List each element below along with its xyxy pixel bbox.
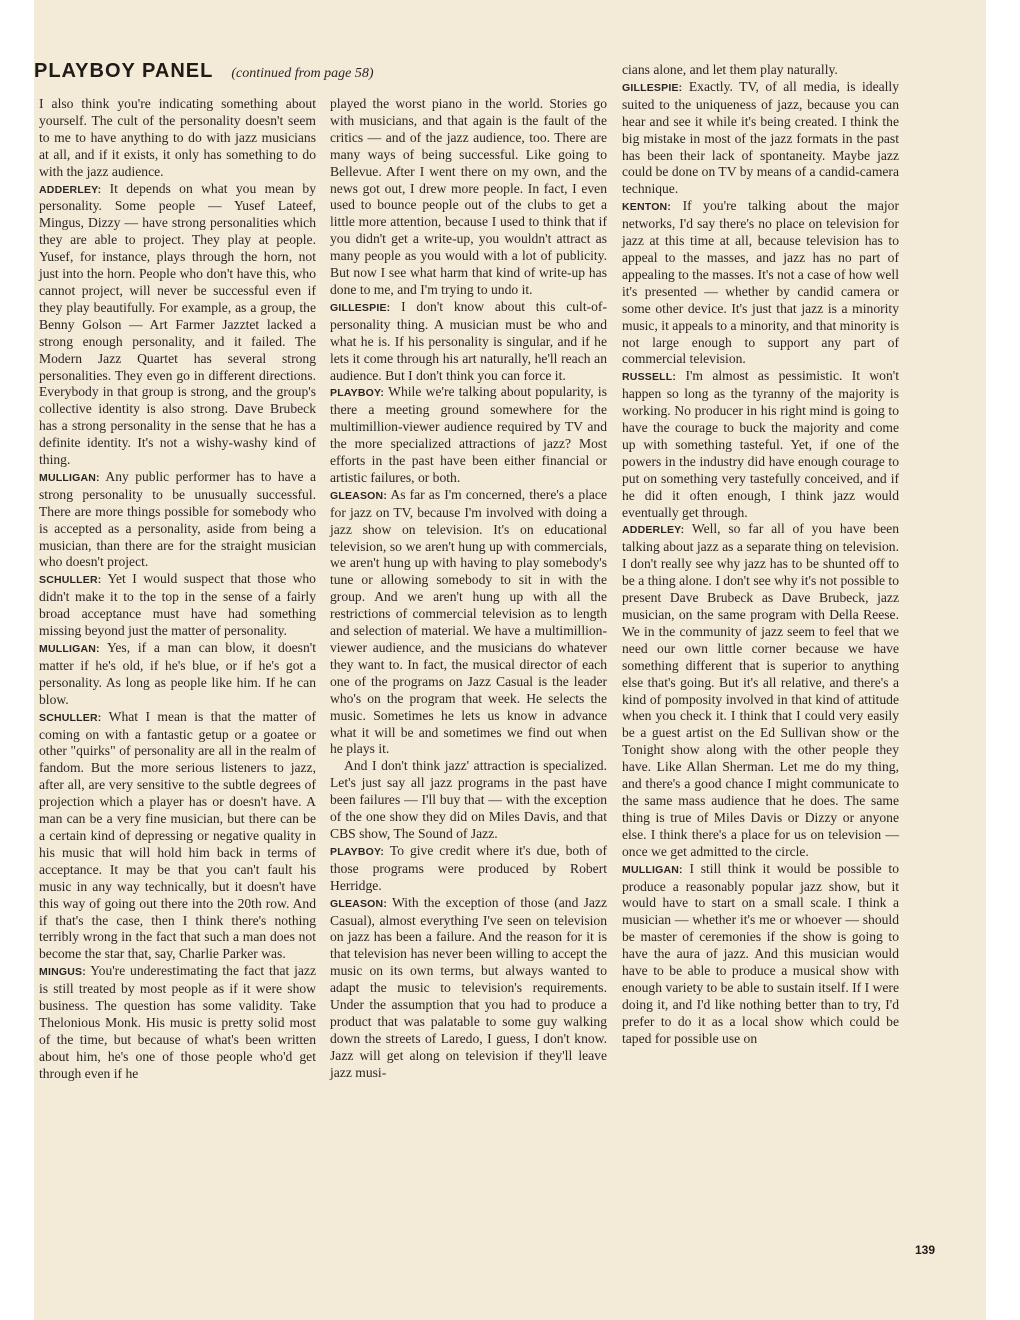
page-header <box>34 60 374 90</box>
text-column-1 <box>39 96 316 1276</box>
paragraph-text: You're underestimating the fact that jazz is still treated by most people as if it were show business. The question has some validity. Take Thelonious Monk. His music is pretty solid most of the time, but because of what's been written about him, he's one of those people who'd get through even if he <box>39 963 316 1081</box>
paragraph <box>330 96 607 299</box>
speaker-label: KENTON: <box>622 201 672 214</box>
speaker-label: MULLIGAN: <box>622 863 683 876</box>
speaker-label: GLEASON: <box>330 897 388 910</box>
paragraph <box>622 62 899 79</box>
paragraph-text: With the exception of those (and Jazz Casual), almost everything I've seen on television on jazz has been a failure. And the reason for it is that television has never been willing to accept the music on its own terms, but always wanted to adapt the music to television's requirements. Under the assumption that you had to produce a product that was palatable to some guy walking down the streets of Laredo, I guess, I don't know. Jazz will get along on television if they'll leave jazz musi- <box>330 894 607 1080</box>
paragraph <box>330 843 607 895</box>
paragraph <box>622 79 899 198</box>
paragraph-text: It depends on what you mean by personality. Some people — Yusef Lateef, Mingus, Dizzy — have strong personalities which they are able to project. They play at people. Yusef, for instance, plays through the horn, not just into the horn. People who don't have this, who cannot project, will never be successful even if they play beautifully. For example, as a group, the Benny Golson — Art Farmer Jazztet lacked a strong enough personality, and it failed. The Modern Jazz Quartet has several strong personalities. They even go in different directions. Everybody in that group is strong, and the group's collective identity is also strong. Dave Brubeck has a strong personality in the sense that he has a definite identity. It's not a wishy-washy kind of thing. <box>39 180 316 468</box>
text-column-2 <box>330 96 607 1276</box>
paragraph <box>622 368 899 521</box>
speaker-label: ADDERLEY: <box>622 524 685 537</box>
paragraph-text: I don't know about this cult-of-personality thing. A musician must be who and what he is. If his personality is singular, and if he lets it come through his art naturally, he'll reach an audience. But I don't think you can force it. <box>330 298 607 383</box>
page-number: 139 <box>915 1243 936 1257</box>
paragraph-text: Yet I would suspect that those who didn't make it to the top in the sense of a fairly broad acceptance must have had something missing beyond just the matter of personality. <box>39 571 316 639</box>
paragraph-text: I still think it would be possible to produce a reasonably popular jazz show, but it would have to start on a small scale. I think a musician — whether it's me or whoever — should be master of ceremonies if the show is going to have the aura of jazz. And this musician would have to be able to produce a musical show with enough variety to be able to sustain itself. If I were doing it, and I'd like nothing better than to try, I'd prefer to do it as a local show which could be taped for possible use on <box>622 860 899 1046</box>
speaker-label: GILLESPIE: <box>622 81 683 94</box>
continued-note: (continued from page 58) <box>231 66 374 81</box>
speaker-label: PLAYBOY: <box>330 845 385 858</box>
paragraph-text: I also think you're indicating something about yourself. The cult of the personality doesn't seem to me to have anything to do with jazz musicians at all, and if it exists, it only has something to do with the jazz audience. <box>39 96 316 179</box>
paragraph <box>39 181 316 469</box>
paragraph <box>39 571 316 640</box>
paragraph-text: If you're talking about the major networks, I'd say there's no place on television for jazz at this time at all, because television has to appeal to the masses, and jazz has no part of appealing to the masses. It's not a case of how well it's presented — whether by candid camera or some other device. It's just that jazz is a minority music, it appeals to a minority, and that minority is not large enough to support any part of commercial television. <box>622 198 900 367</box>
speaker-label: SCHULLER: <box>39 711 102 724</box>
paragraph-text: Well, so far all of you have been talking about jazz as a separate thing on television. I don't really see why jazz has to be shunted off to be a thing alone. I don't see why it's not possible to present Dave Brubeck as Dave Brubeck, jazz musician, on the same program with Della Reese. We in the community of jazz seem to feel that we need our own little corner because we have something different that is superior to anything else that's going. But it's all relative, and there's a kind of pomposity involved in that kind of attitude when you check it. I think that I could very easily be a guest artist on the Ed Sullivan show or the Tonight show along with the other people they have. Like Allan Sherman. Let me do my thing, and there's a good chance I might communicate to the same mass audience that he does. The same thing is true of Miles Davis or Dizzy or anyone else. I think there's a place for us on television — once we get admitted to the circle. <box>622 521 899 859</box>
paragraph <box>330 758 607 843</box>
paragraph-text: Yes, if a man can blow, it doesn't matter if he's old, if he's blue, or if he's got a personality. As long as people like him. If he can blow. <box>39 640 316 707</box>
paragraph <box>330 895 607 1082</box>
section-title: PLAYBOY PANEL <box>34 60 214 82</box>
paragraph-text: And I don't think jazz' attraction is specialized. Let's just say all jazz programs in the past have been failures — I'll buy that — with the exception of the one show they did on Miles Davis, and that CBS show, The Sound of Jazz. <box>330 758 607 841</box>
paragraph-text: cians alone, and let them play naturally. <box>622 62 838 77</box>
speaker-label: MULLIGAN: <box>39 643 100 655</box>
paragraph <box>39 96 316 181</box>
speaker-label: SCHULLER: <box>39 574 102 587</box>
text-column-3 <box>622 62 899 1276</box>
paragraph-text: While we're talking about popularity, is there a meeting ground somewhere for the multimillion-viewer audience required by TV and the more specialized attractions of jazz? Most efforts in the past have been either financial or artistic failures, or both. <box>330 384 607 485</box>
speaker-label: RUSSELL: <box>622 371 677 384</box>
speaker-label: MINGUS: <box>39 966 86 979</box>
paragraph <box>39 469 316 571</box>
paragraph-text: Any public performer has to have a strong personality to be unusually successful. There are more things possible for somebody who is accepted as a personality, aside from being a musician, than there are for the straight musician who doesn't project. <box>39 468 316 570</box>
paragraph <box>39 640 316 709</box>
paragraph <box>622 861 899 1048</box>
paragraph-text: I'm almost as pessimistic. It won't happen so long as the tyranny of the majority is working. No producer in his right mind is going to have the courage to buck the majority and come up with something tasteful. Yet, if one of the powers in the industry did have enough courage to put on something very tastefully conceived, and if he did it often enough, I think jazz would eventually get through. <box>622 368 899 520</box>
speaker-label: ADDERLEY: <box>39 183 102 196</box>
paragraph <box>622 521 899 860</box>
paragraph <box>330 384 607 486</box>
paragraph <box>622 198 899 368</box>
paragraph-text: As far as I'm concerned, there's a place for jazz on TV, because I'm involved with doing a jazz show on television. It's on educational television, so we aren't hung up with commercials, we aren't hung up with having to play somebody's tune or allowing somebody to sit in with the group. And we aren't hung up with all the restrictions of commercial television as to length and selection of material. We have a multimillion-viewer audience, and the musicians do whatever they want to. In fact, the musical director of each one of the programs on Jazz Casual is the leader who's on the program that week. He selects the music. Sometimes he lets us know in advance what it will be and sometimes we find out when he plays it. <box>330 486 608 757</box>
paragraph-text: What I mean is that the matter of coming on with a fantastic getup or a goatee or other "quirks" of personality are all in the realm of fandom. But the more serious listeners to jazz, after all, are very sensitive to the subtle degrees of projection which a player has or doesn't have. A man can be a very fine musician, but there can be a certain kind of depressing or negative quality in his music that will hold him back in terms of acceptance. It may be that you can't fault his music in any way technically, but it doesn't have this way of going out there into the 20th row. And if that's the case, then I think there's nothing terribly wrong in the fact that such a man does not become the star that, say, Charlie Parker was. <box>39 708 317 962</box>
speaker-label: PLAYBOY: <box>330 387 385 400</box>
paragraph-text: To give credit where it's due, both of those programs were produced by Robert Herridge. <box>330 842 608 893</box>
paragraph-text: played the worst piano in the world. Stories go with musicians, and that again is the fault of the critics — and of the jazz audience, too. There are many ways of being successful. Like going to Bellevue. After I went there on my own, and the news got out, I drew more people. In fact, I even used to bounce people out of the clubs to get a little more attention, because I used to think that if you didn't get a write-up, you wouldn't attract as many people as you would with a lot of publicity. But now I see what harm that kind of write-up has done to me, and I'm trying to undo it. <box>330 96 607 297</box>
speaker-label: MULLIGAN: <box>39 471 100 484</box>
speaker-label: GILLESPIE: <box>330 301 391 314</box>
speaker-label: GLEASON: <box>330 489 388 502</box>
paragraph-text: Exactly. TV, of all media, is ideally suited to the uniqueness of jazz, because you can hear and see it while it's being created. I think the big mistake in most of the jazz formats in the past has been their lack of spontaneity. Maybe jazz could be done on TV by means of a candid-camera technique. <box>622 78 900 197</box>
paragraph <box>330 299 607 385</box>
paragraph <box>39 963 316 1082</box>
paragraph <box>330 487 607 759</box>
paragraph <box>39 709 316 964</box>
